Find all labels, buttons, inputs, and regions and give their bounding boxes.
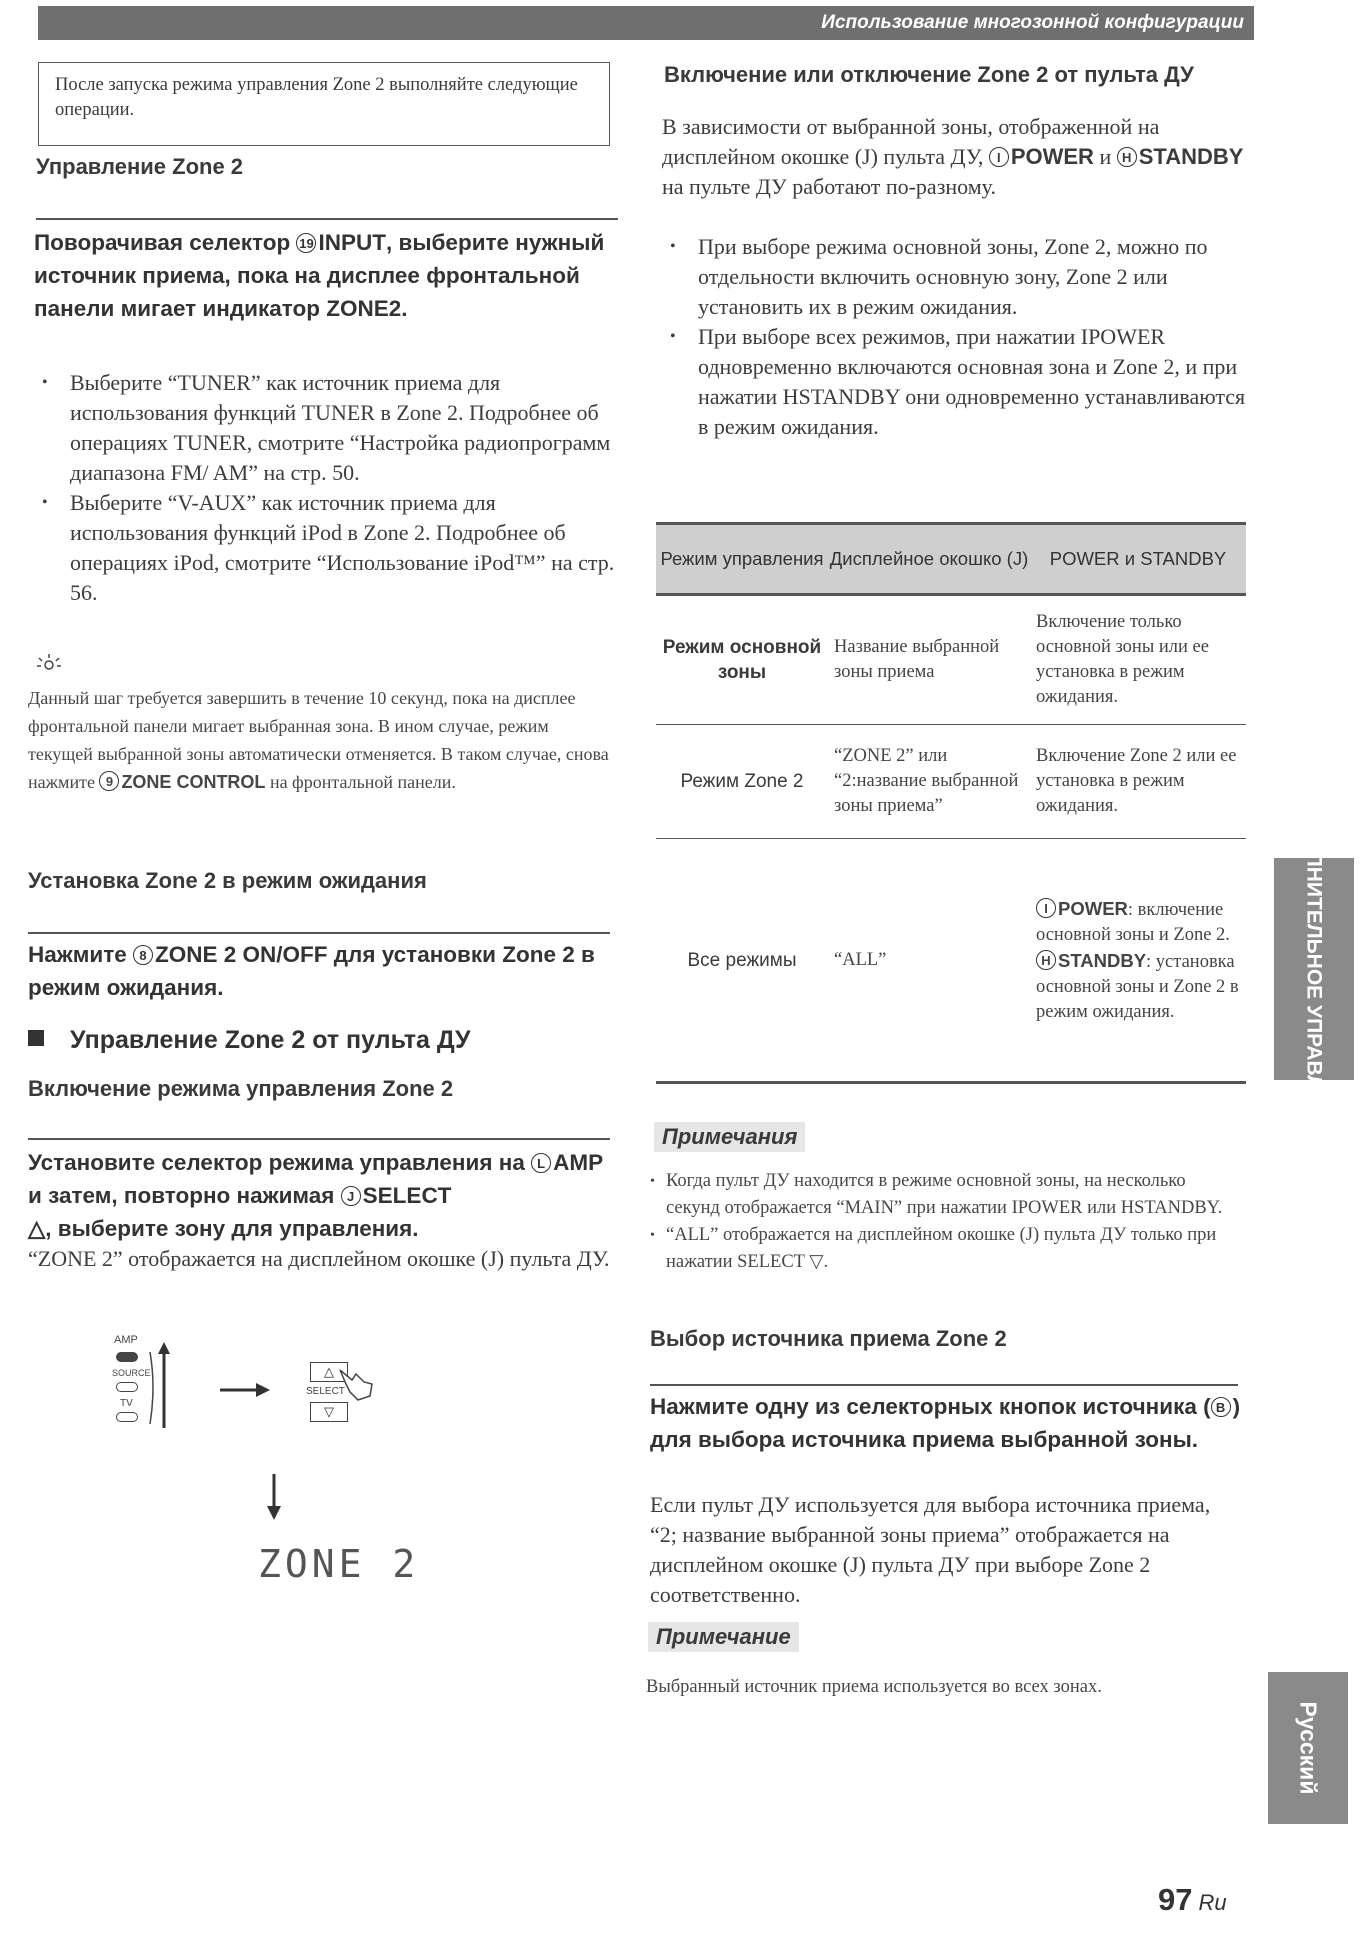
divider	[36, 218, 618, 220]
tv-label: TV	[120, 1398, 133, 1409]
enable-title: Включение режима управления Zone 2	[28, 1076, 454, 1101]
mode-table	[656, 522, 1246, 1084]
standby-title: Установка Zone 2 в режим ожидания	[28, 868, 427, 893]
source-text: Если пульт ДУ используется для выбора источника приема, “2; название выбранной зоны приема” отображается на дисплейном окошке (J) пульта ДУ при выборе Zone 2 соответственно.	[650, 1492, 1211, 1607]
notes-list	[650, 1168, 1242, 1276]
list-item: • Выберите “TUNER” как источник приема для использования функций TUNER в Zone 2. Подробнее об операциях TUNER, смотрите “Настройка радиопрограмм диапазона FM/ AM” на стр. 50.	[34, 368, 620, 488]
power-title: Включение или отключение Zone 2 от пульта ДУ	[664, 62, 1194, 87]
table-cell-action: Включение только основной зоны или ее установка в режим ожидания.	[1030, 595, 1246, 725]
step-standby: Нажмите 8 ZONE 2 ON/OFF для установки Zone 2 в режим ожидания.	[28, 942, 595, 1000]
select-up-button: △	[310, 1362, 348, 1382]
list-item: • При выборе режима основной зоны, Zone 2, можно по отдельности включить основную зону, Zone 2 или установить их в режим ожидания.	[662, 232, 1252, 322]
table-row	[656, 725, 1246, 839]
hand-pointer-icon	[336, 1364, 378, 1404]
power-text: В зависимости от выбранной зоны, отображенной на дисплейном окошке (J) пульта ДУ, I POWER и H STANDBY на пульте ДУ работают по-разному.	[662, 114, 1244, 199]
list-item: • При выборе всех режимов, при нажатии IPOWER одновременно включаются основная зона и Zone 2, и при нажатии HSTANDBY они одновременно устанавливаются в режим ожидания.	[662, 322, 1252, 442]
select-down-button: ▽	[310, 1402, 348, 1422]
table-header-cell: POWER и STANDBY	[1030, 524, 1246, 595]
tv-slot	[116, 1412, 138, 1422]
list-item: • Выберите “V-AUX” как источник приема для использования функций iPod в Zone 2. Подробнее об операциях iPod, смотрите “Использование iPod™” на стр. 56.	[34, 488, 620, 608]
table-cell-display: “ALL”	[828, 839, 1030, 1083]
header-bar	[38, 6, 1254, 40]
list-item: • Когда пульт ДУ находится в режиме основной зоны, на несколько секунд отображается “MAIN” при нажатии IPOWER или HSTANDBY.	[650, 1168, 1242, 1222]
table-row	[656, 839, 1246, 1083]
table-header-cell: Режим управления	[656, 524, 828, 595]
right-arrow-icon	[220, 1382, 270, 1398]
step-input: Поворачивая селектор 19 INPUT, выберите нужный источник приема, пока на дисплее фронтальной панели мигает индикатор ZONE2.	[34, 230, 605, 321]
page-number: 97 Ru	[1158, 1882, 1227, 1917]
tip-icon	[34, 652, 64, 679]
table-cell-display: Название выбранной зоны приема	[828, 595, 1030, 725]
step-source: Нажмите одну из селекторных кнопок источника ( B ) для выбора источника приема выбранной зоны.	[650, 1394, 1241, 1452]
zone2-display: ZONE 2	[258, 1542, 420, 1586]
remote-diagram	[84, 1334, 424, 1604]
zone2-control-title: Управление Zone 2	[36, 154, 244, 179]
power-bullets	[662, 232, 1252, 442]
step-select: Установите селектор режима управления на L AMP и затем, повторно нажимая J SELECT △, выберите зону для управления.	[28, 1150, 604, 1241]
table-cell-mode: Все режимы	[656, 839, 828, 1083]
select-result: “ZONE 2” отображается на дисплейном окошке (J) пульта ДУ.	[28, 1246, 610, 1271]
table-row	[656, 595, 1246, 725]
intro-box: После запуска режима управления Zone 2 выполняйте следующие операции.	[38, 62, 610, 146]
side-tab-language: Русский	[1268, 1672, 1348, 1824]
input-bullets	[34, 368, 620, 608]
table-header-row	[656, 524, 1246, 595]
side-tab-advanced: ДОПОЛНИТЕЛЬНОЕ УПРАВЛЕНИЕ	[1274, 858, 1354, 1080]
circled-number: 19	[296, 233, 316, 253]
down-arrow-icon	[264, 1474, 284, 1520]
table-cell-mode: Режим Zone 2	[656, 725, 828, 839]
amp-slot	[116, 1352, 138, 1362]
remote-section-title: Управление Zone 2 от пульта ДУ	[28, 1026, 471, 1055]
divider	[28, 932, 610, 934]
header-title: Использование многозонной конфигурации	[821, 12, 1244, 33]
notes-title: Примечания	[654, 1122, 805, 1152]
source-label: SOURCE	[112, 1368, 151, 1378]
table-cell-display: “ZONE 2” или “2:название выбранной зоны приема”	[828, 725, 1030, 839]
source-title: Выбор источника приема Zone 2	[650, 1326, 1007, 1351]
divider	[28, 1138, 610, 1140]
divider	[650, 1384, 1238, 1386]
table-cell-mode: Режим основной зоны	[656, 595, 828, 725]
table-header-cell: Дисплейное окошко (J)	[828, 524, 1030, 595]
select-label: SELECT	[306, 1386, 345, 1397]
tip-text: Данный шаг требуется завершить в течение 10 секунд, пока на дисплее фронтальной панели мигает выбранная зона. В ином случае, режим текущей выбранной зоны автоматически отменяется. В таком случае, снова нажмите 9 ZONE CONTROL на фронтальной панели.	[28, 688, 609, 792]
note-title: Примечание	[648, 1622, 799, 1652]
table-cell-action: Включение Zone 2 или ее установка в режим ожидания.	[1030, 725, 1246, 839]
table-cell-action: I POWER: включение основной зоны и Zone 2. H STANDBY: установка основной зоны и Zone 2 в режим ожидания.	[1030, 839, 1246, 1083]
note-text: Выбранный источник приема используется во всех зонах.	[646, 1677, 1102, 1697]
amp-label: AMP	[114, 1334, 138, 1346]
source-slot	[116, 1382, 138, 1392]
up-arrow-icon	[146, 1342, 176, 1432]
section-marker	[28, 1030, 44, 1046]
list-item: • “ALL” отображается на дисплейном окошке (J) пульта ДУ только при нажатии SELECT ▽.	[650, 1222, 1242, 1276]
